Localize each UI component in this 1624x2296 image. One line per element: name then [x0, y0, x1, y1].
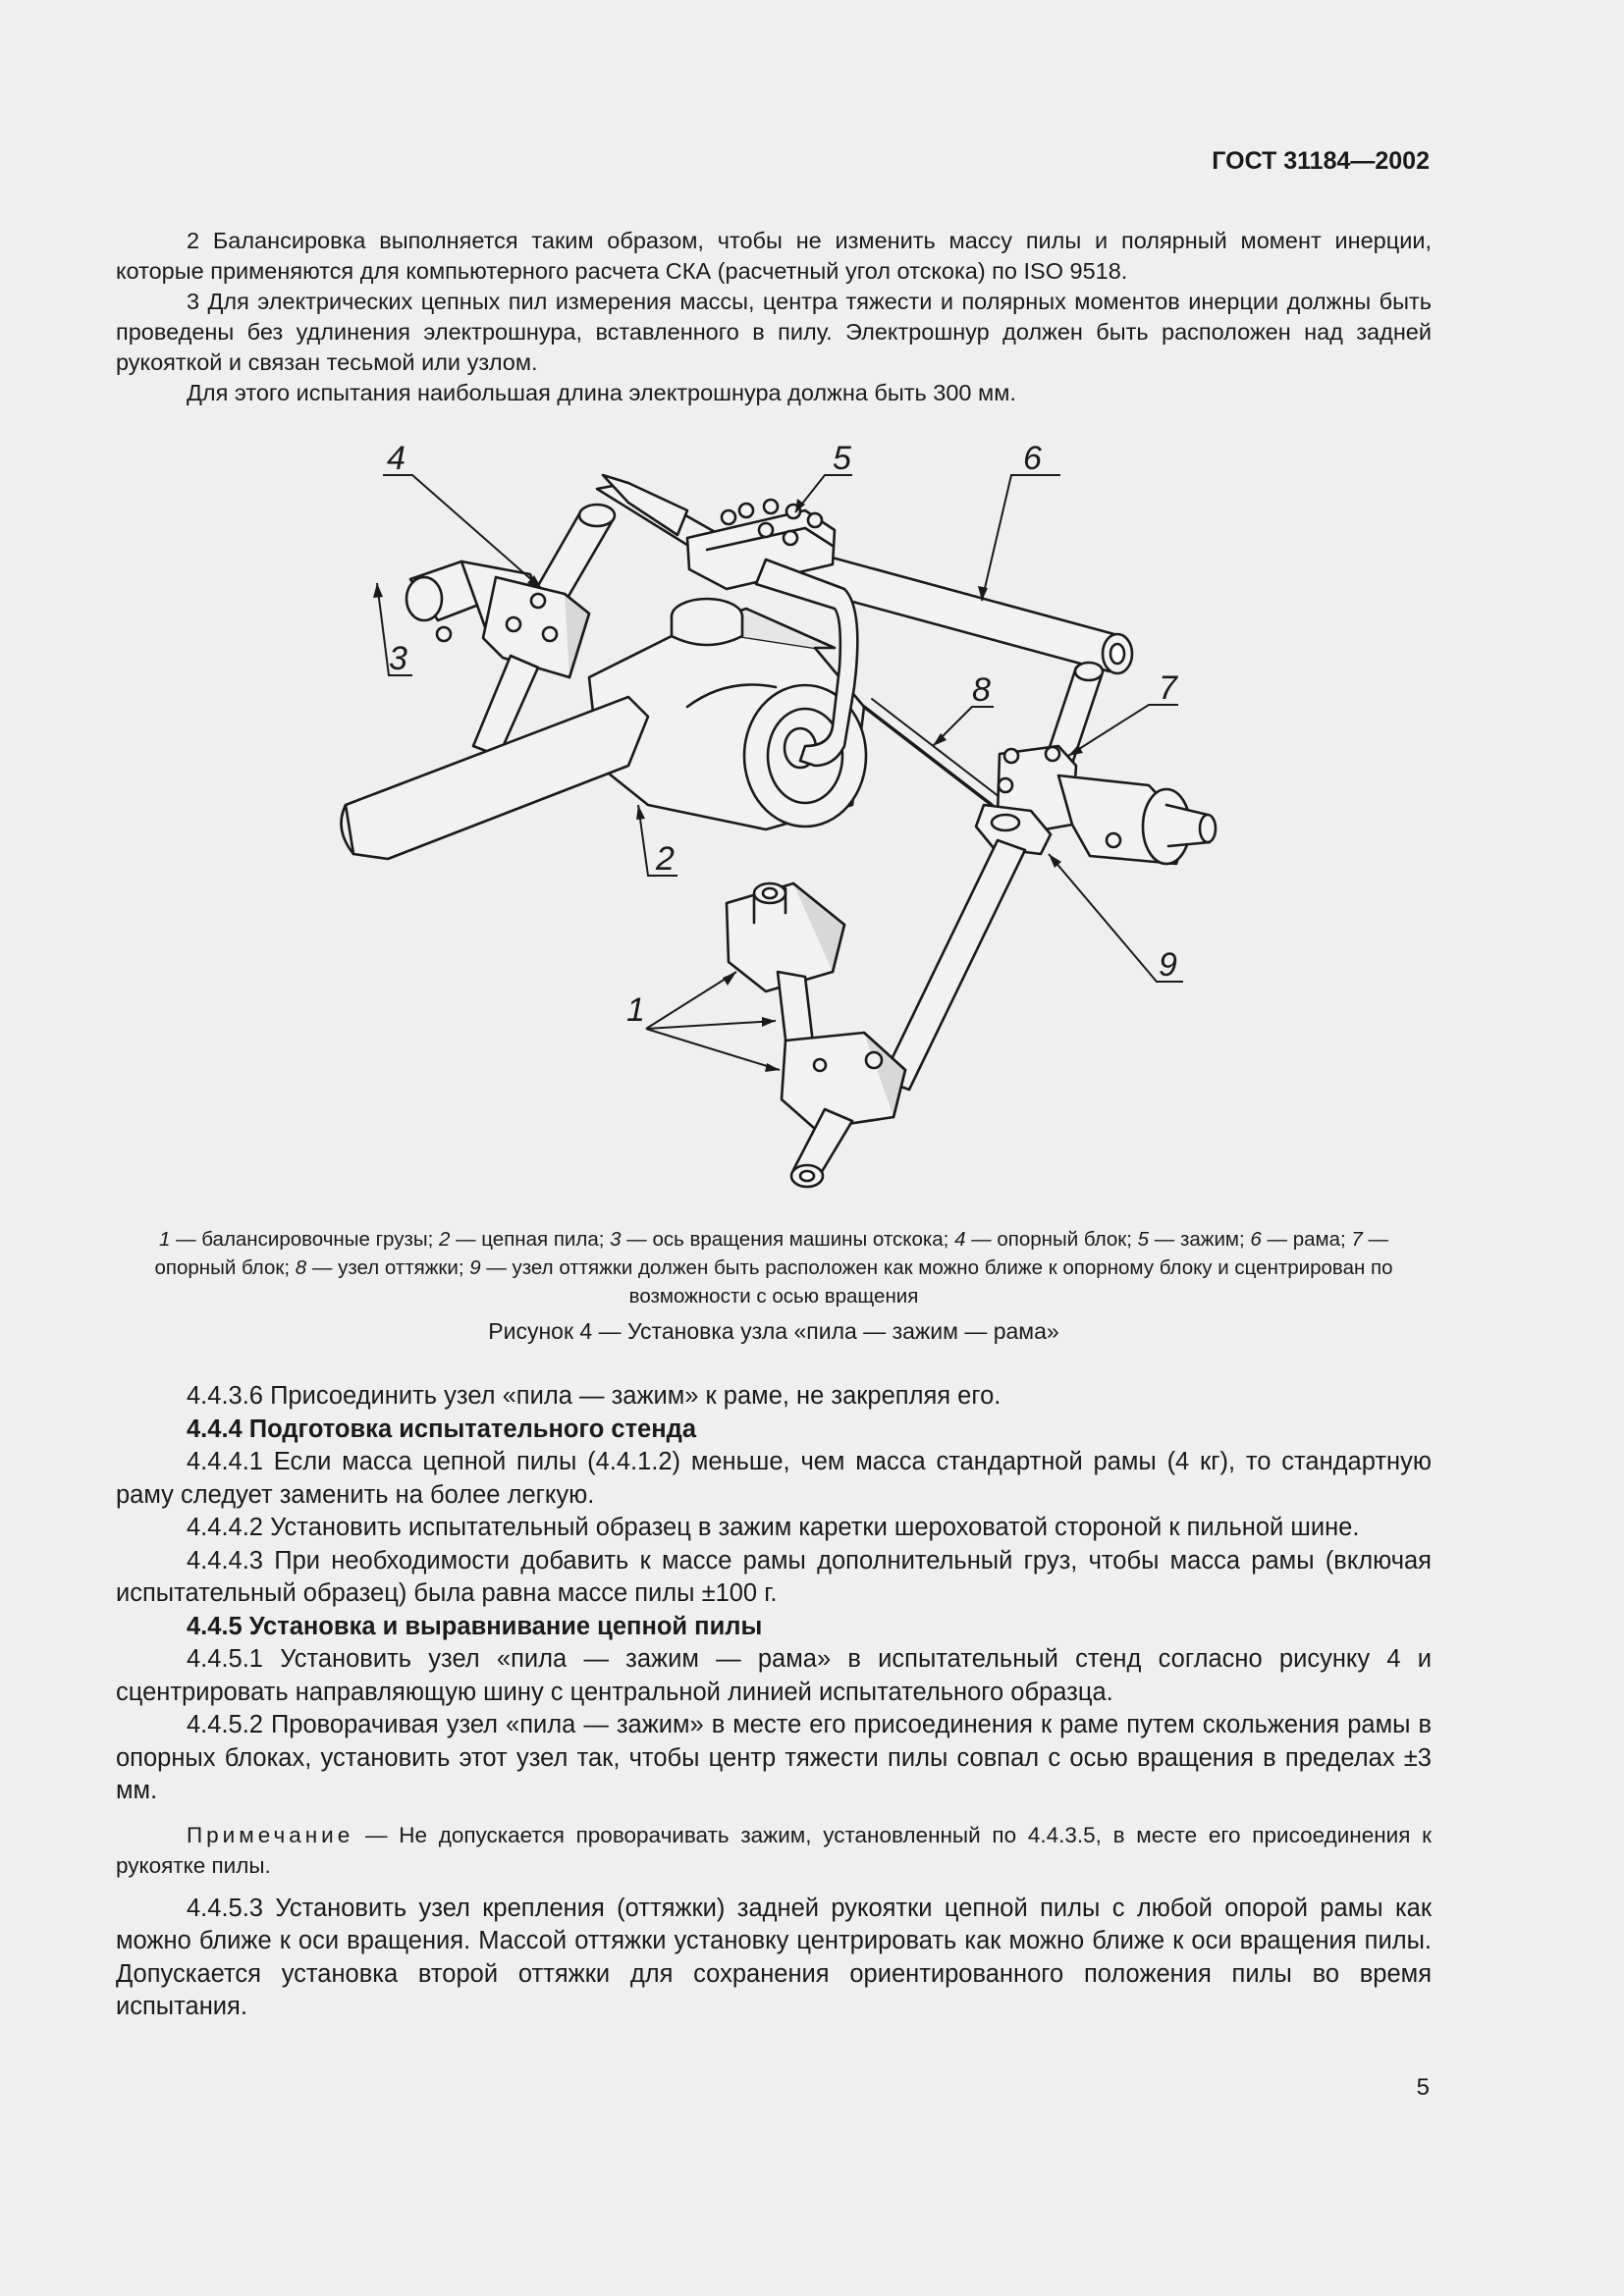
note	[116, 1820, 1432, 1881]
figure-legend: 1 — балансировочные грузы; 2 — цепная пила; 3 — ось вращения машины отскока; 4 — опорный блок; 5 — зажим; 6 — рама; 7 — опорный блок; 8 — узел оттяжки; 9 — узел оттяжки должен быть расположен как можно ближе к опорному блоку и сцентрирован по возможности с осью вращения	[154, 1228, 1393, 1308]
figure-caption: Рисунок 4 — Установка узла «пила — зажим — рама»	[488, 1318, 1059, 1344]
frame-lower-tube	[882, 840, 1025, 1090]
heading-4-4-4: 4.4.4 Подготовка испытательного стенда	[187, 1415, 697, 1443]
leader-1a	[646, 972, 736, 1029]
leader-6	[982, 475, 1060, 601]
para-4-4-4-3: 4.4.4.3 При необходимости добавить к массе рамы дополнительный груз, чтобы масса рамы (включая испытательный образец) была равна массе пилы ±100 г.	[116, 1546, 1432, 1607]
label-9: 9	[1159, 946, 1177, 984]
leader-1b	[646, 1021, 776, 1029]
label-6: 6	[1023, 440, 1042, 477]
intro-note-3: 3 Для электрических цепных пил измерения массы, центра тяжести и полярных моментов инерции должны быть проведены без удлинения электрошнура, вставленного в пилу. Электрошнур должен быть расположен над задней рукояткой и связан тесьмой или узлом.	[116, 289, 1432, 375]
leader-5	[795, 475, 852, 512]
label-4: 4	[387, 440, 406, 477]
label-2: 2	[656, 840, 675, 878]
standard-header: ГОСТ 31184—2002	[1212, 147, 1430, 175]
body-text	[116, 1380, 1432, 2024]
left-shaft-end	[406, 577, 442, 620]
label-8: 8	[972, 671, 991, 709]
intro-note-3-cont: Для этого испытания наибольшая длина электрошнура должна быть 300 мм.	[187, 380, 1016, 405]
para-4-4-5-2: 4.4.5.2 Проворачивая узел «пила — зажим» в месте его присоединения к раме путем скольжения рамы в опорных блоках, установить этот узел так, чтобы центр тяжести пилы совпал с осью вращения в пределах ±3 мм.	[116, 1711, 1432, 1804]
leader-1c	[646, 1029, 780, 1070]
para-4-4-5-3: 4.4.5.3 Установить узел крепления (оттяжки) задней рукоятки цепной пилы с любой опорой рамы как можно ближе к оси вращения. Массой оттяжки установку центрировать как можно ближе к оси вращения пилы. Допускается установка второй оттяжки для сохранения ориентированного положения пилы во время испытания.	[116, 1894, 1432, 2020]
para-4-4-5-1: 4.4.5.1 Установить узел «пила — зажим — рама» в испытательный стенд согласно рисунку 4 и сцентрировать направляющую шину с центральной линией испытательного образца.	[116, 1645, 1432, 1706]
page-number: 5	[1416, 2074, 1430, 2101]
heading-4-4-5: 4.4.5 Установка и выравнивание цепной пилы	[187, 1612, 763, 1640]
label-7: 7	[1159, 669, 1177, 707]
label-3: 3	[389, 640, 407, 677]
note-text: — Не допускается проворачивать зажим, установленный по 4.4.3.5, в месте его присоединения к рукоятке пилы.	[116, 1822, 1432, 1878]
label-5: 5	[833, 440, 851, 477]
para-4-4-3-6: 4.4.3.6 Присоединить узел «пила — зажим» к раме, не закрепляя его.	[187, 1382, 1001, 1410]
note-label: Примечание	[187, 1822, 354, 1847]
intro-note-2: 2 Балансировка выполняется таким образом, чтобы не изменить массу пилы и полярный момент инерции, которые применяются для компьютерного расчета СКА (расчетный угол отскока) по ISO 9518.	[116, 228, 1432, 284]
para-4-4-4-2: 4.4.4.2 Установить испытательный образец в зажим каретки шероховатой стороной к пильной шине.	[187, 1514, 1360, 1541]
para-4-4-4-1: 4.4.4.1 Если масса цепной пилы (4.4.1.2) меньше, чем масса стандартной рамы (4 кг), то стандартную раму следует заменить на более легкую.	[116, 1448, 1432, 1509]
label-1: 1	[626, 991, 645, 1029]
tether-cable	[864, 707, 992, 805]
